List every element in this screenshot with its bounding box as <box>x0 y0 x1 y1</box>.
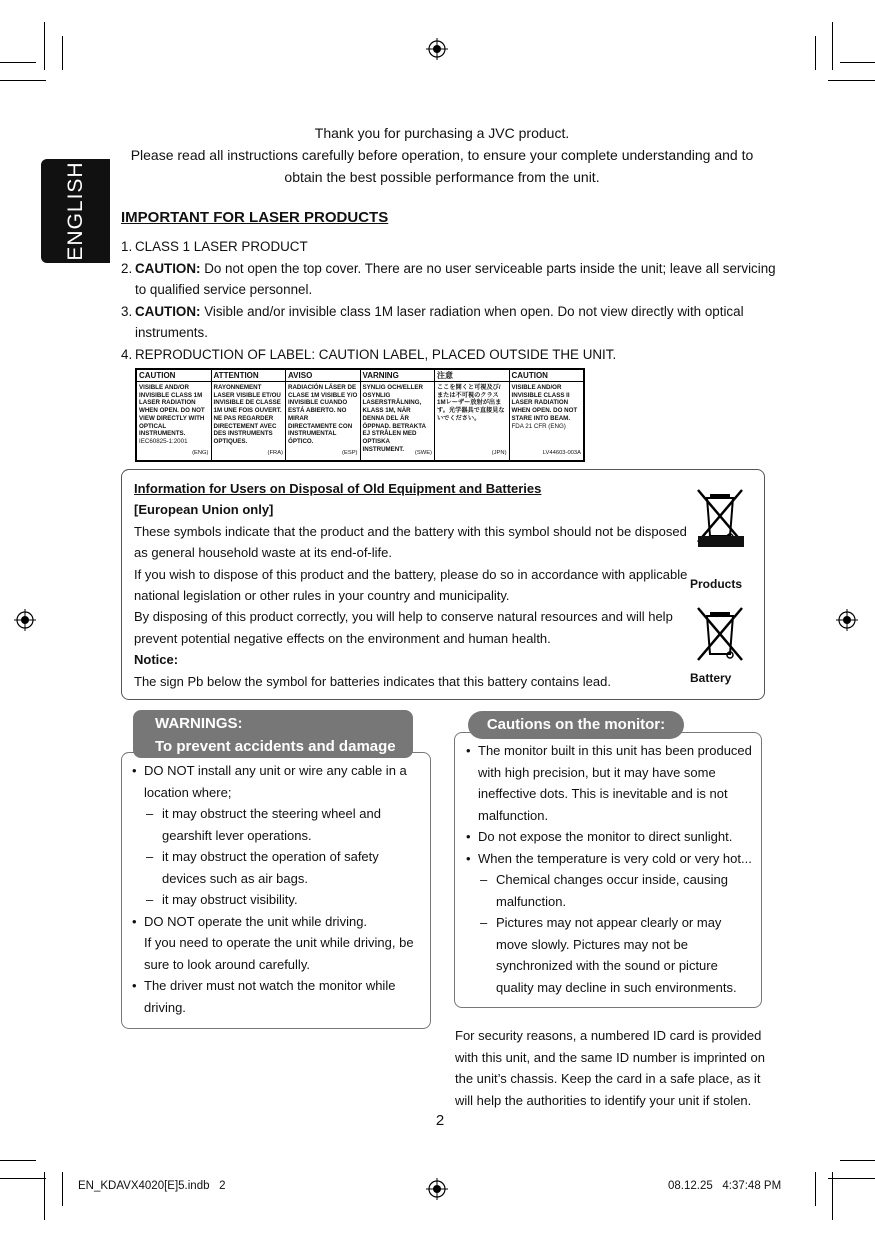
laser-item: 3. CAUTION: Visible and/or invisible class 1M laser radiation when open. Do not view directly with optical instruments. <box>121 303 744 340</box>
warnings-title: WARNINGS: To prevent accidents and damage <box>133 710 413 758</box>
label-cell: ATTENTION RAYONNEMENT LASER VISIBLE ET/OU INVISIBLE DE CLASSE 1M UNE FOIS OUVERT. NE PAS REGARDER DIRECTEMENT AVEC DES INSTRUMENTS OPTIQUES. (FRA) <box>212 370 287 460</box>
battery-label: Battery <box>690 671 732 685</box>
label-cell: CAUTION VISIBLE AND/OR INVISIBLE CLASS II LASER RADIATION WHEN OPEN. DO NOT STARE INTO BEAM. FDA 21 CFR (ENG) LV44603-003A <box>511 371 581 457</box>
list-item: • The monitor built in this unit has been produced with high precision, but it may have some ineffective dots. This is inevitable and is not malfunction. <box>466 743 752 823</box>
list-item: – it may obstruct the operation of safety devices such as air bags. <box>146 849 379 886</box>
intro <box>118 122 766 188</box>
registration-mark-left <box>14 609 36 631</box>
language-tab-label: ENGLISH <box>63 161 87 261</box>
list-item: – it may obstruct visibility. <box>146 892 298 907</box>
laser-list <box>121 236 781 365</box>
laser-item: 1. CLASS 1 LASER PRODUCT <box>121 239 308 254</box>
security-note: For security reasons, a numbered ID card is provided with this unit, and the same ID number is imprinted on the unit’s chassis. Keep the card in a safe place, as it will help the authorities to identify your unit if stolen. <box>455 1028 765 1108</box>
disposal-paragraph: These symbols indicate that the product and the battery with this symbol should not be disposed as general household waste at its end-of-life. <box>134 523 687 561</box>
products-label: Products <box>690 577 743 591</box>
caution-label <box>135 368 585 462</box>
disposal-text <box>134 478 689 692</box>
registration-mark-top <box>426 38 448 60</box>
products-bar <box>698 536 744 547</box>
crossed-bin-battery-icon <box>690 604 750 664</box>
registration-mark-bottom <box>426 1178 448 1200</box>
list-item: • The driver must not watch the monitor while driving. <box>132 978 396 1015</box>
registration-mark-right <box>836 609 858 631</box>
disposal-title: Information for Users on Disposal of Old Equipment and Batteries <box>134 481 542 496</box>
disposal-region: [European Union only] <box>134 502 274 518</box>
label-cell: 注意 ここを開くと可視及び/または不可視のクラス1Mレーザー放射が出ます。光学器具で直接見ないでください。 (JPN) <box>435 370 510 460</box>
cautions-title: Cautions on the monitor: <box>468 711 684 739</box>
notice-text: The sign Pb below the symbol for batteries indicates that this battery contains lead. <box>134 673 611 689</box>
cautions-list <box>466 740 753 998</box>
page-number: 2 <box>435 1112 445 1129</box>
disposal-paragraph: By disposing of this product correctly, you will help to conserve natural resources and will help prevent potential negative effects on the environment and human health. <box>134 609 673 646</box>
list-item: – Pictures may not appear clearly or may move slowly. Pictures may not be synchronized with the sound or picture quality may decline in such environments. <box>480 915 737 995</box>
intro-line-1: Thank you for purchasing a JVC product. <box>314 125 570 141</box>
list-item: • Do not expose the monitor to direct sunlight. <box>466 829 733 844</box>
label-cell: AVISO RADIACIÓN LÁSER DE CLASE 1M VISIBLE Y/O INVISIBLE CUANDO ESTÁ ABIERTO. NO MIRAR DIRECTAMENTE CON INSTRUMENTAL ÓPTICO. (ESP) <box>286 370 361 460</box>
notice-label: Notice: <box>134 652 179 668</box>
label-cell: VARNING SYNLIG OCH/ELLER OSYNLIG LASERSTRÅLNING, KLASS 1M, NÄR DENNA DEL ÄR ÖPPNAD. BETRAKTA EJ STRÅLEN MED OPTISKA INSTRUMENT. (SWE) <box>361 370 436 460</box>
disposal-info-box <box>121 469 765 700</box>
list-item: – Chemical changes occur inside, causing malfunction. <box>480 872 728 909</box>
list-item: • DO NOT install any unit or wire any cable in a location where; <box>132 763 407 800</box>
laser-item: 2. CAUTION: Do not open the top cover. There are no user serviceable parts inside the unit; leave all servicing to qualified service personnel. <box>121 260 776 297</box>
laser-heading: IMPORTANT FOR LASER PRODUCTS <box>121 209 389 226</box>
list-item: • DO NOT operate the unit while driving. If you need to operate the unit while driving, be sure to look around carefully. <box>132 913 414 972</box>
laser-item: 4. REPRODUCTION OF LABEL: CAUTION LABEL, PLACED OUTSIDE THE UNIT. <box>121 346 617 362</box>
disposal-paragraph: If you wish to dispose of this product and the battery, please do so in accordance with applicable national legislation or other rules in your country and municipality. <box>134 566 688 604</box>
warnings-list <box>132 760 422 1018</box>
footer-date: 08.12.25 4:37:48 PM <box>668 1180 782 1192</box>
list-item: – it may obstruct the steering wheel and gearshift lever operations. <box>146 806 381 843</box>
intro-line-2: Please read all instructions carefully before operation, to ensure your complete understanding and to obtain the best possible performance from the unit. <box>130 147 754 185</box>
footer-file: EN_KDAVX4020[E]5.indb 2 <box>78 1180 226 1192</box>
language-tab <box>41 159 110 263</box>
label-cell: CAUTION VISIBLE AND/OR INVISIBLE CLASS 1M LASER RADIATION WHEN OPEN. DO NOT VIEW DIRECTLY WITH OPTICAL INSTRUMENTS. IEC60825-1:2001 (ENG) <box>137 370 212 460</box>
list-item: • When the temperature is very cold or very hot... <box>466 850 752 866</box>
